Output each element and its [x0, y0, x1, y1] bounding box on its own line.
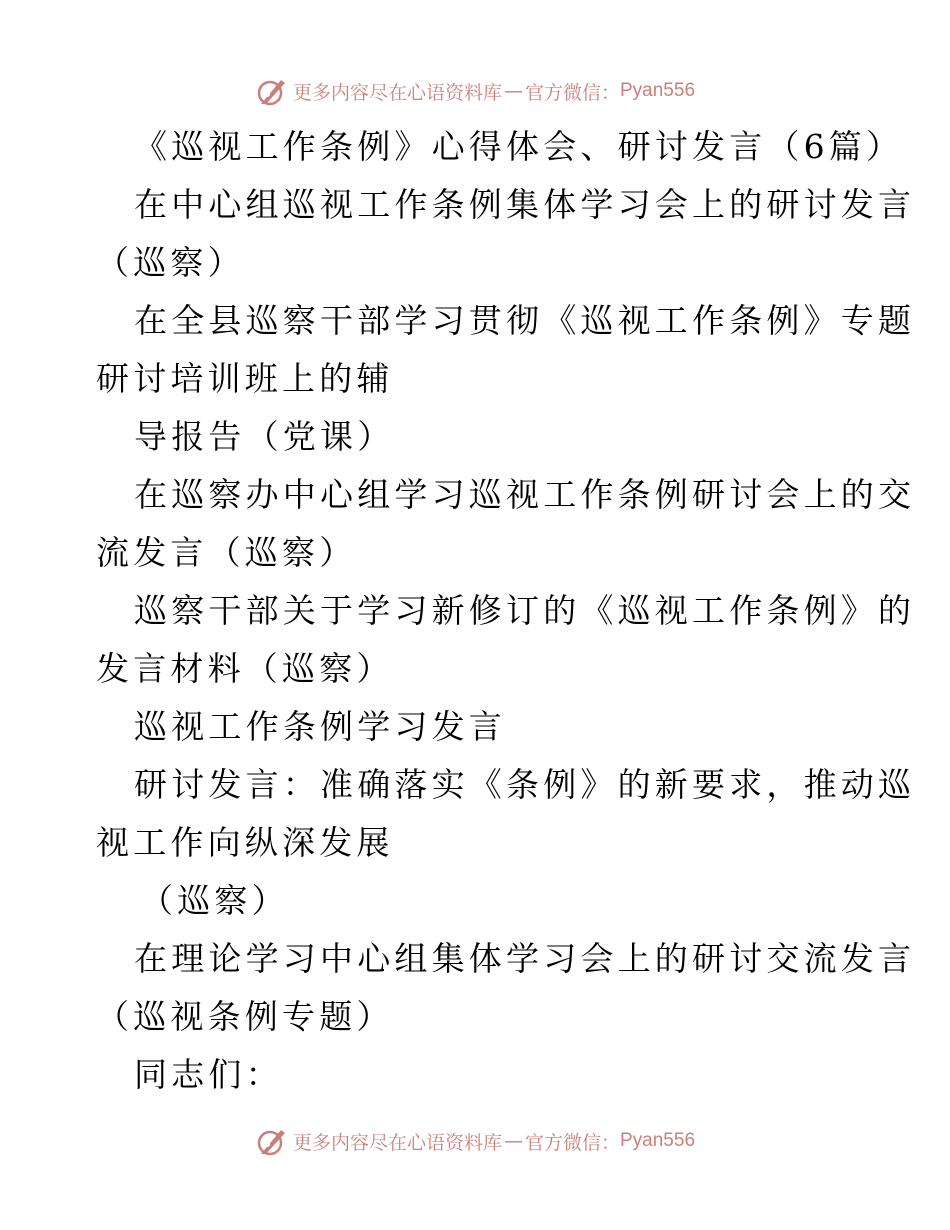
salutation: 同志们：	[134, 1055, 283, 1094]
quill-logo-icon	[255, 1124, 289, 1158]
document-title: 《巡视工作条例》心得体会、研讨发言（6篇）	[134, 127, 904, 166]
watermark-text: 更多内容尽在心语资料库	[292, 1131, 502, 1154]
toc-line: 在巡察办中心组学习巡视工作条例研讨会上的交	[134, 475, 916, 514]
watermark-dash: —	[503, 1130, 523, 1152]
toc-line: 发言材料（巡察）	[96, 649, 394, 688]
watermark-wechat-id: Pyan556	[620, 80, 696, 101]
toc-line: （巡视条例专题）	[96, 997, 394, 1036]
watermark-text: 更多内容尽在心语资料库	[292, 81, 502, 104]
quill-logo-icon	[255, 74, 289, 108]
header-watermark	[0, 74, 950, 108]
toc-line: 流发言（巡察）	[96, 533, 357, 572]
watermark-dash: —	[503, 80, 523, 102]
toc-line: 巡察干部关于学习新修订的《巡视工作条例》的	[134, 591, 916, 630]
watermark-wechat-id: Pyan556	[620, 1130, 696, 1151]
toc-line: （巡察）	[96, 243, 245, 282]
toc-line: 研讨发言：准确落实《条例》的新要求，推动巡	[134, 765, 916, 804]
watermark-suffix: 官方微信：	[524, 81, 620, 104]
toc-line: 在理论学习中心组集体学习会上的研讨交流发言	[134, 939, 916, 978]
document-body	[96, 118, 916, 1104]
toc-line: 巡视工作条例学习发言	[134, 707, 506, 746]
toc-line: 在全县巡察干部学习贯彻《巡视工作条例》专题	[134, 301, 916, 340]
toc-line: 研讨培训班上的辅	[96, 359, 394, 398]
watermark-suffix: 官方微信：	[524, 1131, 620, 1154]
toc-line: 视工作向纵深发展	[96, 823, 394, 862]
footer-watermark	[0, 1124, 950, 1158]
toc-line: （巡察）	[140, 881, 289, 920]
toc-line: 导报告（党课）	[134, 417, 395, 456]
toc-line: 在中心组巡视工作条例集体学习会上的研讨发言	[134, 185, 916, 224]
